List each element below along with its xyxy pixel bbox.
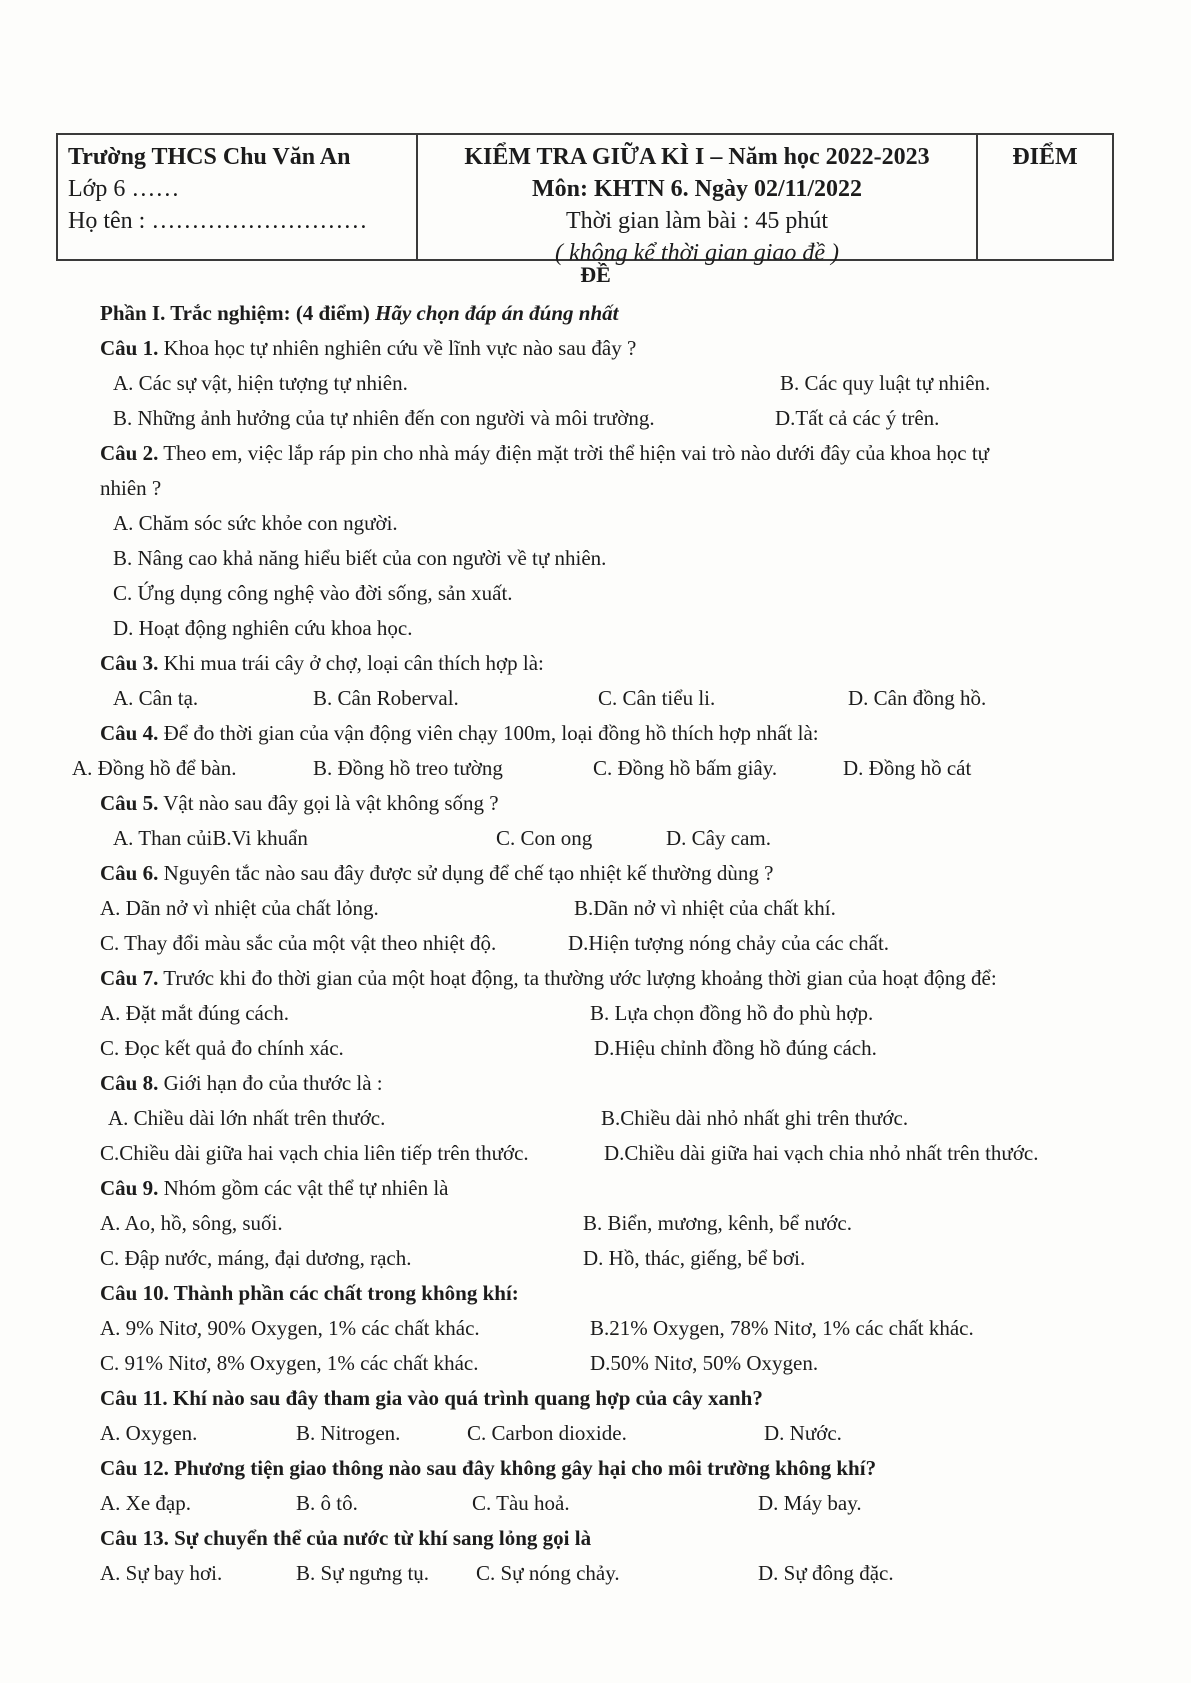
question-text-cont: nhiên ? xyxy=(100,476,162,500)
question-text: Giới hạn đo của thước là : xyxy=(163,1071,383,1095)
question-1 xyxy=(0,331,1191,366)
part-heading xyxy=(0,296,1191,331)
question-7 xyxy=(0,961,1191,996)
option-b: B.21% Oxygen, 78% Nitơ, 1% các chất khác. xyxy=(590,1316,974,1340)
question-text: Câu 12. Phương tiện giao thông nào sau đây không gây hại cho môi trường không khí? xyxy=(100,1456,877,1480)
option-b: B.Dãn nở vì nhiệt của chất khí. xyxy=(574,896,836,920)
duration-note: ( không kể thời gian giao đề ) xyxy=(554,240,840,266)
option-b: B. Cân Roberval. xyxy=(313,686,459,710)
option-d: D. Hồ, thác, giếng, bể bơi. xyxy=(583,1246,806,1270)
question-13 xyxy=(0,1521,1191,1556)
option-c: B. Những ảnh hưởng của tự nhiên đến con người và môi trường. xyxy=(113,406,655,430)
option-a: A. Đặt mắt đúng cách. xyxy=(100,1001,289,1025)
question-text: Theo em, việc lắp ráp pin cho nhà máy điện mặt trời thể hiện vai trò nào dưới đây của khoa học tự xyxy=(163,441,990,465)
option-d: D. Máy bay. xyxy=(758,1491,862,1515)
option-a: A. Xe đạp. xyxy=(100,1491,191,1515)
option-d: D.Chiều dài giữa hai vạch chia nhỏ nhất trên thước. xyxy=(604,1141,1039,1165)
question-text: Trước khi đo thời gian của một hoạt động, ta thường ước lượng khoảng thời gian của hoạt động để: xyxy=(163,966,997,990)
option-c: C. Ứng dụng công nghệ vào đời sống, sản xuất. xyxy=(113,581,513,605)
q3-options xyxy=(0,681,1191,716)
question-number: Câu 7. xyxy=(100,966,159,990)
option-d: D. Hoạt động nghiên cứu khoa học. xyxy=(113,616,413,640)
question-number: Câu 4. xyxy=(100,721,159,745)
option-c: C. Cân tiểu li. xyxy=(598,686,716,710)
question-5 xyxy=(0,786,1191,821)
question-8 xyxy=(0,1066,1191,1101)
school-info-cell xyxy=(58,135,418,259)
score-cell xyxy=(978,135,1112,259)
option-d: D.50% Nitơ, 50% Oxygen. xyxy=(590,1351,819,1375)
option-a: A. Cân tạ. xyxy=(113,686,199,710)
score-label: ĐIỂM xyxy=(1012,144,1078,170)
subject-date: Môn: KHTN 6. Ngày 02/11/2022 xyxy=(531,176,862,202)
option-c: C. Tàu hoả. xyxy=(472,1491,570,1515)
option-a: A. Sự bay hơi. xyxy=(100,1561,223,1585)
q5-options xyxy=(0,821,1191,856)
question-2-cont xyxy=(0,471,1191,506)
option-b: B. ô tô. xyxy=(296,1491,358,1515)
option-a: A. Chăm sóc sức khỏe con người. xyxy=(113,511,398,535)
option-c: C. Thay đổi màu sắc của một vật theo nhiệt độ. xyxy=(100,931,497,955)
question-number: Câu 8. xyxy=(100,1071,159,1095)
option-d: D.Hiệu chỉnh đồng hồ đúng cách. xyxy=(594,1036,877,1060)
question-number: Câu 2. xyxy=(100,441,159,465)
question-11 xyxy=(0,1381,1191,1416)
option-c: C. Đọc kết quả đo chính xác. xyxy=(100,1036,344,1060)
question-10 xyxy=(0,1276,1191,1311)
option-c: C. Đập nước, máng, đại dương, rạch. xyxy=(100,1246,412,1270)
question-3 xyxy=(0,646,1191,681)
question-text: Nhóm gồm các vật thể tự nhiên là xyxy=(163,1176,449,1200)
option-b: B. Nâng cao khả năng hiểu biết của con người về tự nhiên. xyxy=(113,546,607,570)
question-2 xyxy=(0,436,1191,471)
option-b: B. Đồng hồ treo tường xyxy=(313,756,503,780)
option-a: A. Dãn nở vì nhiệt của chất lỏng. xyxy=(100,896,379,920)
question-text: Câu 13. Sự chuyển thể của nước từ khí sang lỏng gọi là xyxy=(100,1526,592,1550)
question-number: Câu 5. xyxy=(100,791,159,815)
question-number: Câu 1. xyxy=(100,336,159,360)
exam-title: KIỂM TRA GIỮA KÌ I – Năm học 2022-2023 xyxy=(464,144,930,170)
question-9 xyxy=(0,1171,1191,1206)
question-text: Khoa học tự nhiên nghiên cứu về lĩnh vực nào sau đây ? xyxy=(163,336,637,360)
question-12 xyxy=(0,1451,1191,1486)
option-a: A. Oxygen. xyxy=(100,1421,198,1445)
option-b: B. Lựa chọn đồng hồ đo phù hợp. xyxy=(590,1001,874,1025)
option-d: D. Nước. xyxy=(764,1421,842,1445)
question-number: Câu 6. xyxy=(100,861,159,885)
question-number: Câu 3. xyxy=(100,651,159,675)
part-label: Phần I. Trắc nghiệm: (4 điểm) xyxy=(100,301,370,325)
exam-header-table xyxy=(56,133,1114,266)
q1-options-row1 xyxy=(0,366,1191,401)
question-text: Để đo thời gian của vận động viên chạy 100m, loại đồng hồ thích hợp nhất là: xyxy=(163,721,819,745)
question-text: Khi mua trái cây ở chợ, loại cân thích hợp là: xyxy=(163,651,544,675)
option-a: A. Các sự vật, hiện tượng tự nhiên. xyxy=(113,371,408,395)
option-a-b: A. Than củiB.Vi khuẩn xyxy=(113,826,308,850)
part-instruction: Hãy chọn đáp án đúng nhất xyxy=(375,301,619,325)
option-d: D. Cây cam. xyxy=(666,826,771,850)
question-text: Câu 10. Thành phần các chất trong không khí: xyxy=(100,1281,519,1305)
option-d: D.Hiện tượng nóng chảy của các chất. xyxy=(568,931,890,955)
question-list xyxy=(0,296,1191,1591)
option-d: D. Cân đồng hồ. xyxy=(848,686,987,710)
option-a: A. Ao, hồ, sông, suối. xyxy=(100,1211,283,1235)
de-label: ĐỀ xyxy=(580,262,611,287)
option-a: A. Đồng hồ để bàn. xyxy=(72,756,237,780)
q1-options-row2 xyxy=(0,401,1191,436)
option-c: C.Chiều dài giữa hai vạch chia liên tiếp trên thước. xyxy=(100,1141,529,1165)
option-d: D.Tất cả các ý trên. xyxy=(775,406,940,430)
option-b: B. Nitrogen. xyxy=(296,1421,401,1445)
question-6 xyxy=(0,856,1191,891)
question-text: Vật nào sau đây gọi là vật không sống ? xyxy=(163,791,499,815)
option-b: B. Sự ngưng tụ. xyxy=(296,1561,430,1585)
question-text: Nguyên tắc nào sau đây được sử dụng để chế tạo nhiệt kế thường dùng ? xyxy=(163,861,774,885)
option-a: A. Chiều dài lớn nhất trên thước. xyxy=(108,1106,386,1130)
option-c: C. Sự nóng chảy. xyxy=(476,1561,620,1585)
option-c: C. Carbon dioxide. xyxy=(467,1421,627,1445)
option-d: D. Đồng hồ cát xyxy=(843,756,972,780)
option-b: B.Chiều dài nhỏ nhất ghi trên thước. xyxy=(601,1106,909,1130)
question-number: Câu 9. xyxy=(100,1176,159,1200)
question-text: Câu 11. Khí nào sau đây tham gia vào quá trình quang hợp của cây xanh? xyxy=(100,1386,763,1410)
option-b: B. Các quy luật tự nhiên. xyxy=(780,371,991,395)
option-b: B. Biển, mương, kênh, bể nước. xyxy=(583,1211,852,1235)
name-field: Họ tên : ……………………… xyxy=(68,208,368,234)
school-name: Trường THCS Chu Văn An xyxy=(68,144,351,170)
option-a: A. 9% Nitơ, 90% Oxygen, 1% các chất khác. xyxy=(100,1316,480,1340)
option-c: C. 91% Nitơ, 8% Oxygen, 1% các chất khác. xyxy=(100,1351,479,1375)
question-4 xyxy=(0,716,1191,751)
class-field: Lớp 6 …… xyxy=(68,176,180,202)
q4-options xyxy=(0,751,1191,786)
option-c: C. Con ong xyxy=(496,826,593,850)
option-c: C. Đồng hồ bấm giây. xyxy=(593,756,778,780)
option-d: D. Sự đông đặc. xyxy=(758,1561,894,1585)
duration: Thời gian làm bài : 45 phút xyxy=(566,208,828,234)
exam-info-cell xyxy=(418,135,978,266)
